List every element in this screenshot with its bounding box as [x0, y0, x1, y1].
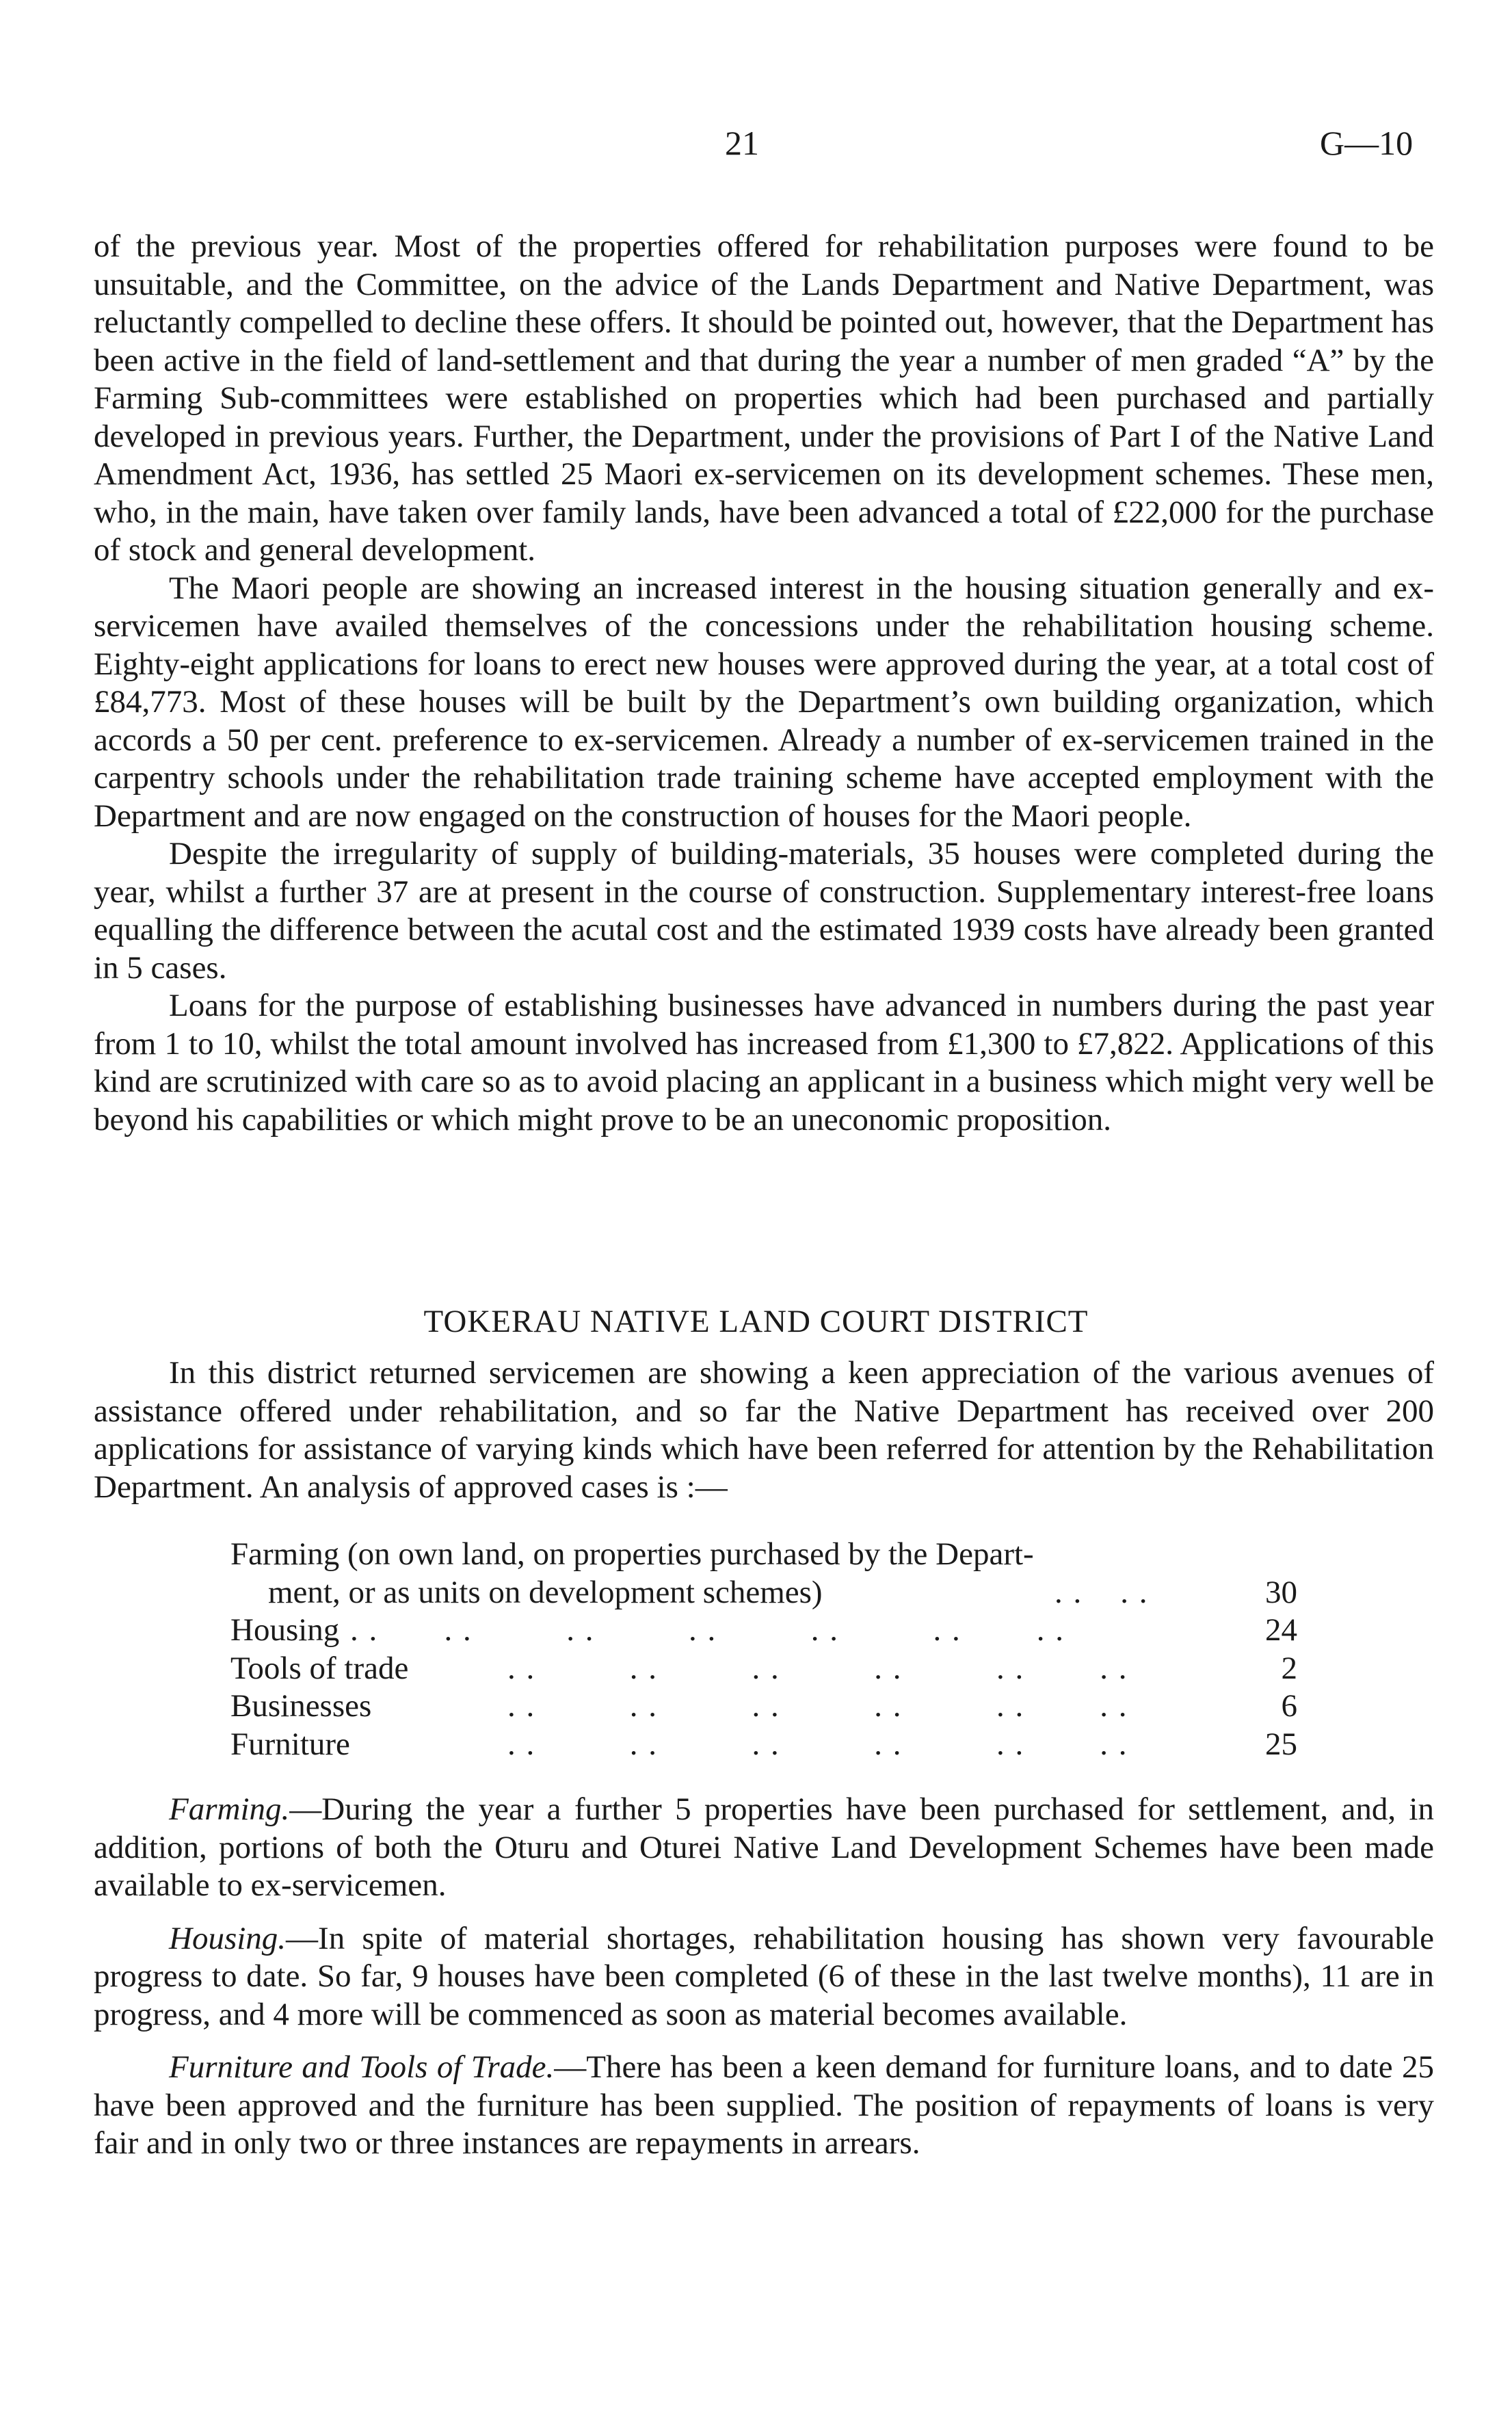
- paragraph-title: Housing.: [169, 1920, 287, 1956]
- row-label: Furniture: [230, 1726, 350, 1762]
- paragraph-housing: [94, 1920, 1434, 2034]
- row-label: ment, or as units on development schemes): [268, 1574, 823, 1610]
- paragraph-houses-completed: Despite the irregularity of supply of building-materials, 35 houses were completed during the year, whilst a further 37 are at present in the course of construction. Supplementary interest-free loans equalling the difference between the acutal cost and the estimated 1939 costs have already been granted in 5 cases.: [94, 836, 1434, 986]
- dot-leader: . . . . . . . . . . . .: [507, 1650, 1128, 1686]
- paragraph-title: Farming.: [169, 1791, 290, 1827]
- table-row: [230, 1612, 1297, 1650]
- row-value: 25: [1265, 1726, 1297, 1762]
- row-label: Farming (on own land, on properties purchased by the Depart-: [230, 1536, 1034, 1572]
- paragraph-body: —In spite of material shortages, rehabilitation housing has shown very favourable progress to date. So far, 9 houses have been completed (6 of these in the last twelve months), 11 are in progress, and 4 more will be commenced as soon as material becomes available.: [94, 1920, 1434, 2032]
- paragraph-body: —During the year a further 5 properties have been purchased for settlement, and, in addition, portions of both the Oturu and Oturei Native Land Development Schemes have been made available to ex-servicemen.: [94, 1791, 1434, 1903]
- row-label: Businesses: [230, 1688, 372, 1724]
- table-row: [230, 1726, 1297, 1764]
- approved-cases-table: [230, 1536, 1297, 1763]
- report-code: G—10: [1320, 124, 1414, 162]
- page-number: 21: [725, 124, 759, 162]
- row-value: 6: [1281, 1688, 1297, 1724]
- paragraph-title: Furniture and Tools of Trade.: [169, 2049, 555, 2085]
- section-rehabilitation-summary: [94, 228, 1434, 1139]
- row-value: 30: [1265, 1574, 1297, 1610]
- row-label: Housing: [230, 1612, 340, 1648]
- section-tokerau-intro: [94, 1354, 1434, 1506]
- row-value: 24: [1265, 1612, 1297, 1648]
- paragraph-housing-interest: The Maori people are showing an increased interest in the housing situation generally and ex-servicemen have availed themselves of the concessions under the rehabilitation housing scheme. Eighty-eight applications for loans to erect new houses were approved during the year, at a total cost of £84,773. Most of these houses will be built by the Department’s own building organization, which accords a 50 per cent. preference to ex-servicemen. Already a number of ex-servicemen trained in the carpentry schools under the rehabilitation trade training scheme have accepted employment with the Department and are now engaged on the construction of houses for the Maori people.: [94, 570, 1434, 834]
- section-heading: TOKERAU NATIVE LAND COURT DISTRICT: [423, 1304, 1089, 1339]
- dot-leader: . . . . . . . . . . . .: [507, 1688, 1128, 1724]
- table-row: [230, 1536, 1297, 1574]
- table-row: [230, 1574, 1297, 1612]
- section-tokerau-details: [94, 1791, 1434, 2163]
- paragraph-tokerau-intro: In this district returned servicemen are showing a keen appreciation of the various avenues of assistance offered under rehabilitation, and so far the Native Department has received over 200 applications for assistance of varying kinds which have been referred for attention by the Rehabilitation Department. An analysis of approved cases is :—: [94, 1355, 1434, 1505]
- paragraph-business-loans: Loans for the purpose of establishing businesses have advanced in numbers during the past year from 1 to 10, whilst the total amount involved has increased from £1,300 to £7,822. Applications of this kind are scrutinized with care so as to avoid placing an applicant in a business which might very well be beyond his capabilities or which might prove to be an uneconomic proposition.: [94, 988, 1434, 1138]
- paragraph-body: —There has been a keen demand for furniture loans, and to date 25 have been approved and the furniture has been supplied. The position of repayments of loans is very fair and in only two or three instances are repayments in arrears.: [94, 2049, 1435, 2161]
- paragraph-properties: of the previous year. Most of the properties offered for rehabilitation purposes were found to be unsuitable, and the Committee, on the advice of the Lands Department and Native Department, was reluctantly compelled to decline these offers. It should be pointed out, however, that the Department has been active in the field of land-settlement and that during the year a number of men graded “A” by the Farming Sub-committees were established on properties which had been purchased and partially developed in previous years. Further, the Department, under the provisions of Part I of the Native Land Amendment Act, 1936, has settled 25 Maori ex-servicemen on its development schemes. These men, who, in the main, have taken over family lands, have been advanced a total of £22,000 for the purchase of stock and general development.: [94, 228, 1434, 568]
- row-label: Tools of trade: [230, 1650, 409, 1686]
- table-row: [230, 1650, 1297, 1688]
- dot-leader: . . . . . . . . . . . .: [507, 1726, 1128, 1762]
- page-header: [0, 123, 1512, 171]
- paragraph-furniture: [94, 2049, 1434, 2163]
- row-value: 2: [1281, 1650, 1297, 1686]
- dot-leader: . . . .: [1055, 1574, 1149, 1610]
- table-row: [230, 1687, 1297, 1726]
- dot-leader: . . . . . . . . . . . . . .: [350, 1612, 1065, 1648]
- paragraph-farming: [94, 1791, 1434, 1905]
